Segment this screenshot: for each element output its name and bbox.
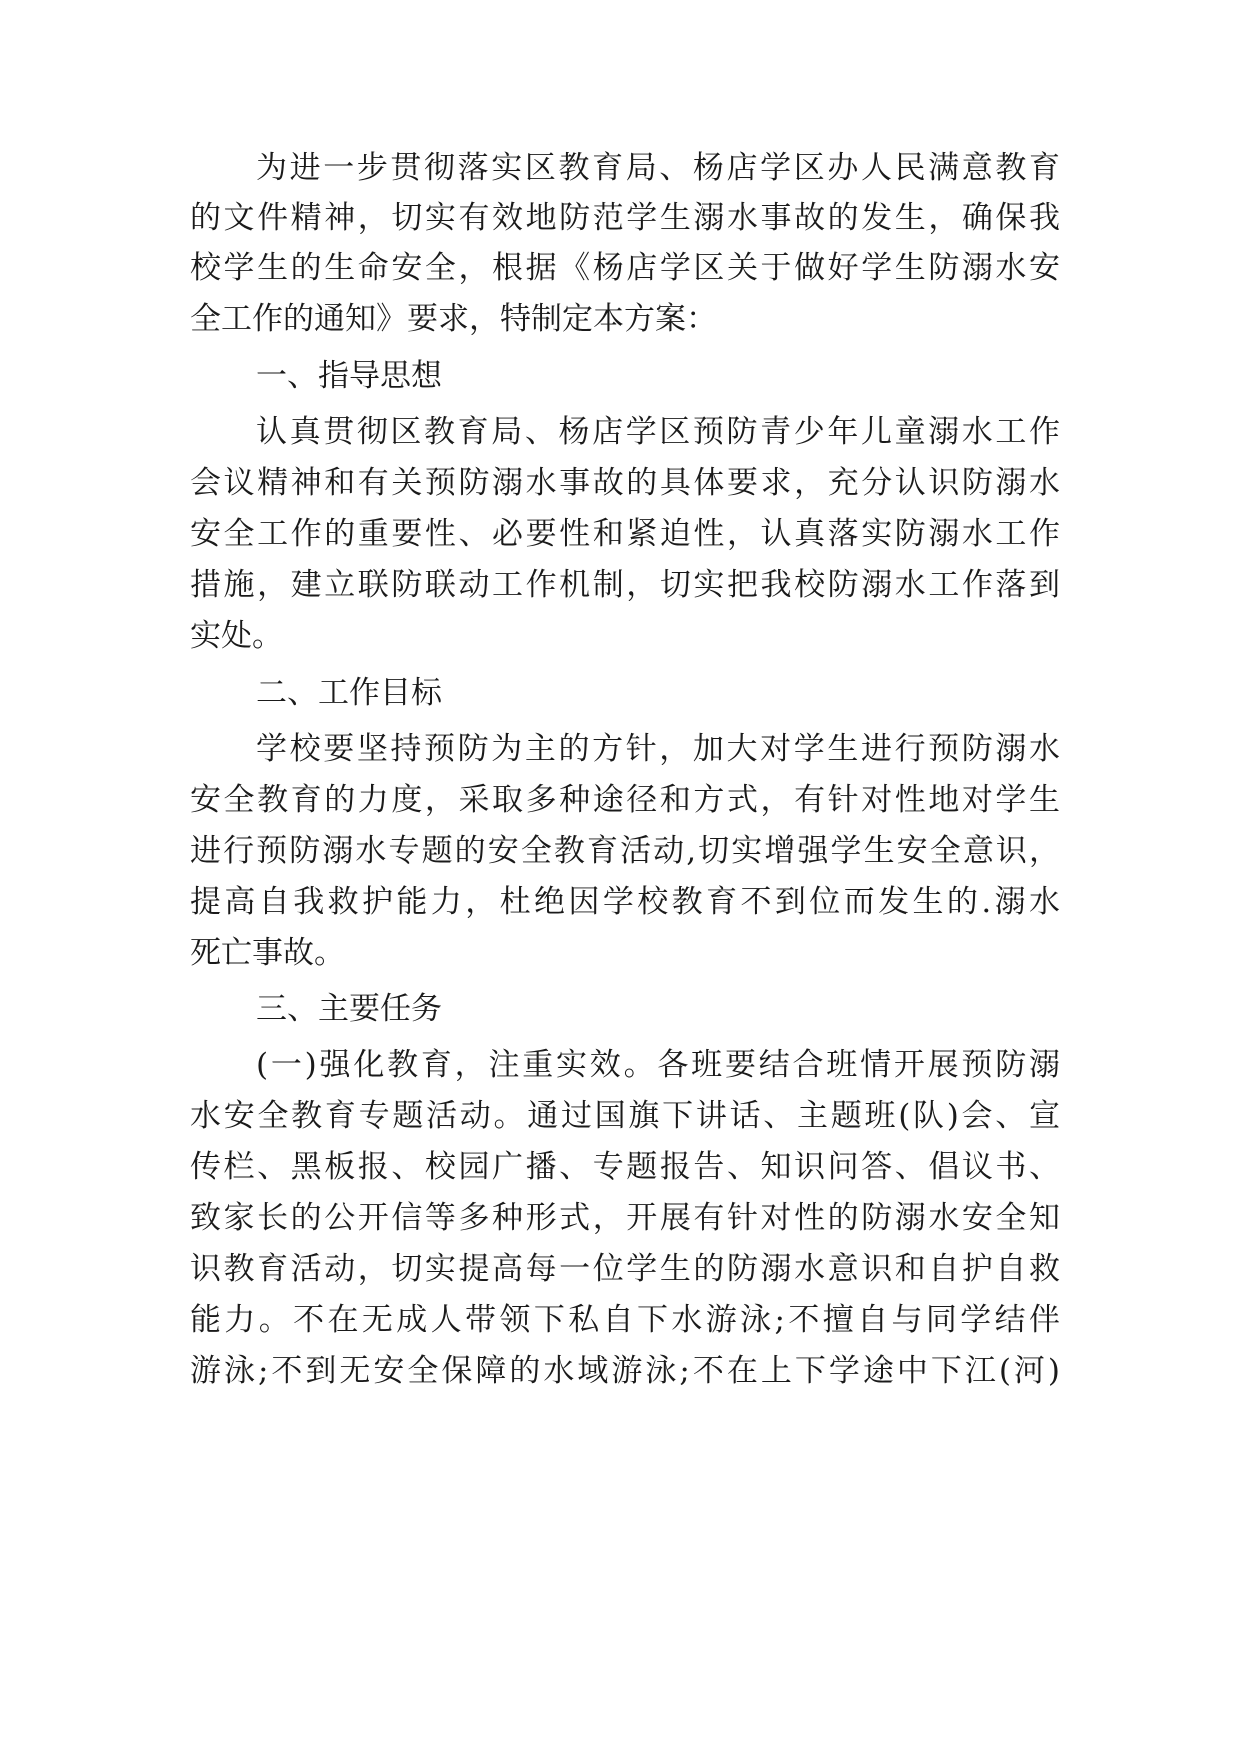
paragraph-2-line-5: 实处。	[190, 618, 283, 654]
paragraph-1-line-4: 全工作的通知》要求，特制定本方案：	[190, 301, 717, 337]
paragraph-3-line-4: 提高自我救护能力，杜绝因学校教育不到位而发生的.溺水	[190, 884, 1060, 920]
paragraph-4-line-4: 致家长的公开信等多种形式，开展有针对性的防溺水安全知	[190, 1200, 1060, 1236]
paragraph-3-line-2: 安全教育的力度，采取多种途径和方式，有针对性地对学生	[190, 782, 1060, 818]
paragraph-1-line-3: 校学生的生命安全，根据《杨店学区关于做好学生防溺水安	[190, 250, 1060, 286]
paragraph-4-line-5: 识教育活动，切实提高每一位学生的防溺水意识和自护自救	[190, 1251, 1060, 1287]
paragraph-2-line-2: 会议精神和有关预防溺水事故的具体要求，充分认识防溺水	[190, 465, 1060, 501]
paragraph-3-line-5: 死亡事故。	[190, 935, 345, 971]
section-heading-guiding-ideology: 一、指导思想	[256, 358, 442, 394]
paragraph-2-line-3: 安全工作的重要性、必要性和紧迫性，认真落实防溺水工作	[190, 516, 1060, 552]
paragraph-4-line-7: 游泳;不到无安全保障的水域游泳;不在上下学途中下江(河)	[190, 1353, 1060, 1389]
paragraph-1-line-2: 的文件精神，切实有效地防范学生溺水事故的发生，确保我	[190, 200, 1060, 236]
paragraph-3-line-1: 学校要坚持预防为主的方针，加大对学生进行预防溺水	[256, 731, 1060, 767]
paragraph-2-line-4: 措施，建立联防联动工作机制，切实把我校防溺水工作落到	[190, 567, 1060, 603]
section-heading-work-goals: 二、工作目标	[256, 675, 442, 711]
paragraph-4-line-3: 传栏、黑板报、校园广播、专题报告、知识问答、倡议书、	[190, 1149, 1060, 1185]
paragraph-3-line-3: 进行预防溺水专题的安全教育活动,切实增强学生安全意识，	[190, 833, 1060, 869]
section-heading-main-tasks: 三、主要任务	[256, 991, 442, 1027]
paragraph-4-line-1: (一)强化教育，注重实效。各班要结合班情开展预防溺	[256, 1047, 1060, 1083]
paragraph-2-line-1: 认真贯彻区教育局、杨店学区预防青少年儿童溺水工作	[256, 414, 1060, 450]
paragraph-1-line-1: 为进一步贯彻落实区教育局、杨店学区办人民满意教育	[256, 150, 1060, 186]
paragraph-4-line-6: 能力。不在无成人带领下私自下水游泳;不擅自与同学结伴	[190, 1302, 1060, 1338]
paragraph-4-line-2: 水安全教育专题活动。通过国旗下讲话、主题班(队)会、宣	[190, 1098, 1060, 1134]
